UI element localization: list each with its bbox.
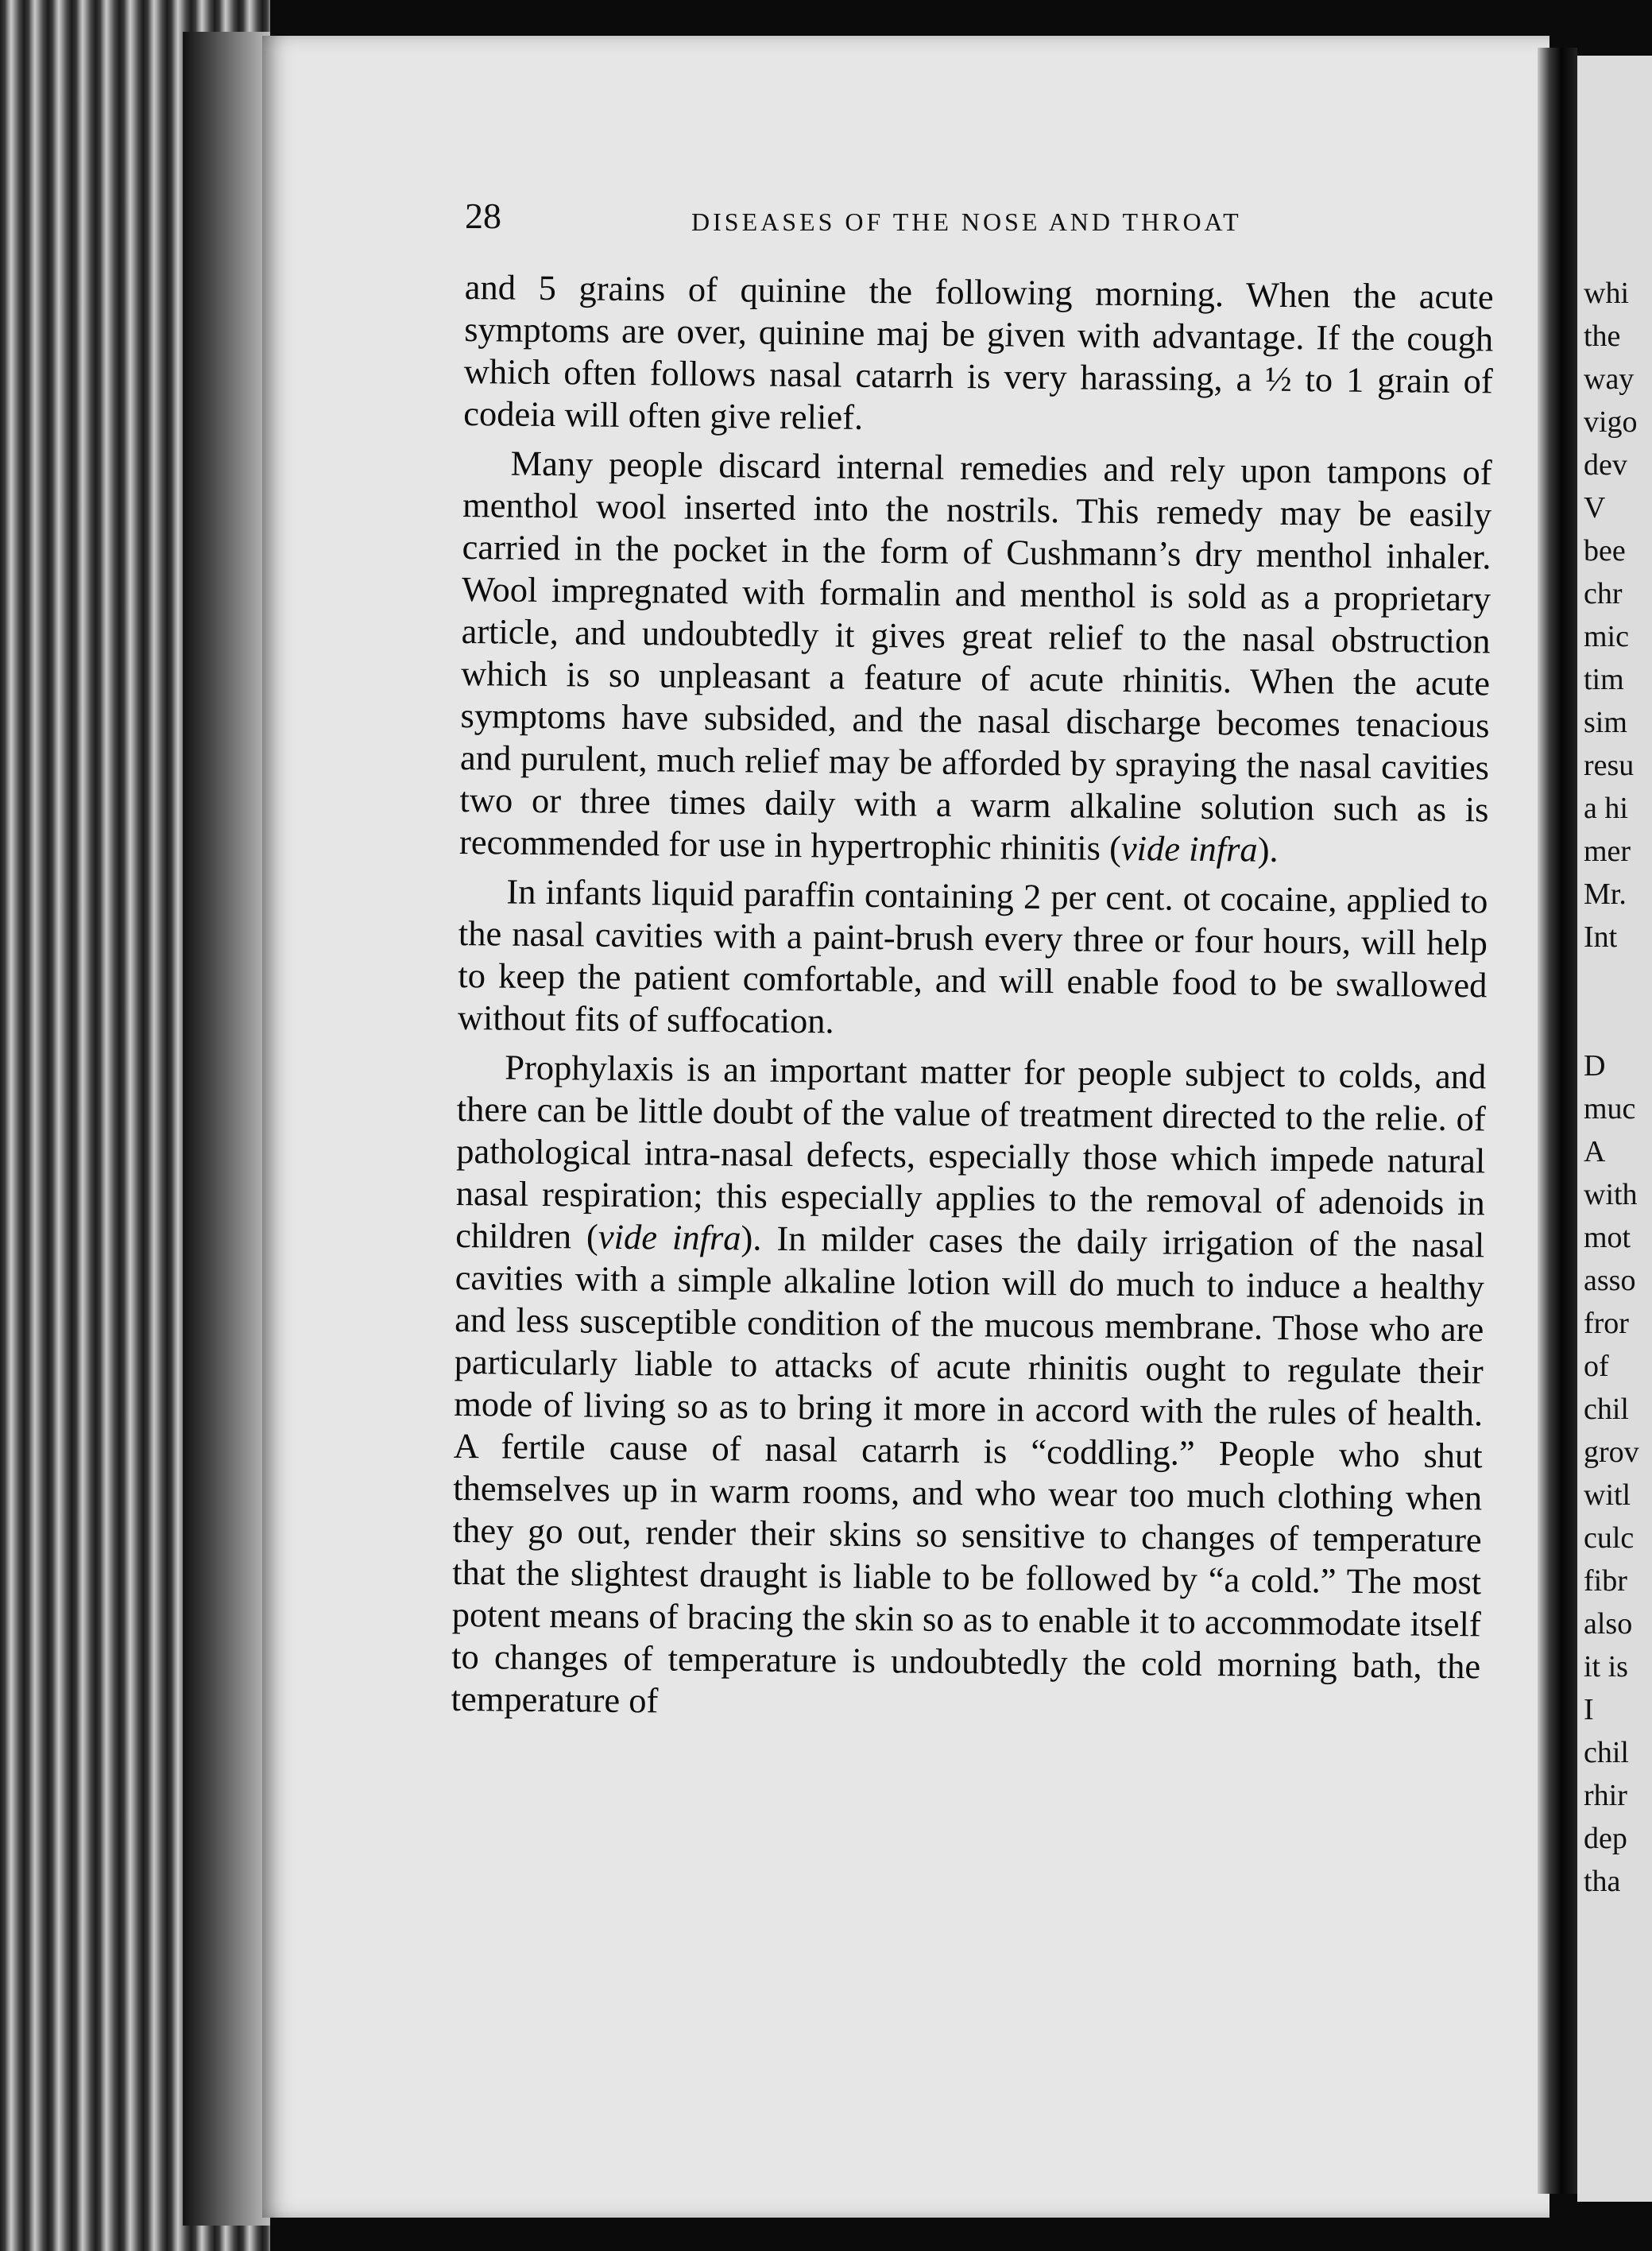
adjacent-page-line: D	[1584, 1049, 1606, 1083]
paragraph-3	[458, 870, 1488, 1048]
adjacent-page-line: dev	[1584, 448, 1627, 482]
paragraph-2	[459, 442, 1492, 873]
adjacent-page-line: mic	[1584, 620, 1629, 653]
running-title: DISEASES OF THE NOSE AND THROAT	[691, 207, 1242, 236]
adjacent-page-line: chil	[1584, 1393, 1629, 1426]
paragraph-1-text: and 5 grains of quinine the following morning. When the acute symptoms are over, quinine maj be given with advantage. If the cough which often follows nasal catarrh is very harassing, a ½ to 1 grain of codeia will often give relief.	[462, 266, 1494, 437]
paragraph-4-text-end: ). In milder cases the daily irrigation of the nasal cavities with a simple alkaline lotion will do much to induce a healthy and less susceptible condition of the mucous membrane. Those who are particularly liable to attacks of acute rhinitis ought to regulate their mode of living so as to bring it more in accord with the rules of health. A fertile cause of nasal catarrh is “coddling.” People who shut themselves up in warm rooms, and who wear too much clothing when they go out, render their skins so sensitive to changes of temperature that the slightest draught is liable to be followed by “a cold.” The most potent means of bracing the skin so as to enable it to accommodate itself to changes of temperature is undoubtedly the cold morning bath, the temperature of	[451, 1218, 1485, 1721]
paragraph-4-text: Prophylaxis is an important matter for people subject to colds, and there can be little doubt of the value of treatment directed to the relie. of pathological intra-nasal defects, especially those which impede natural nasal respiration; this especially applies to the removal of adenoids in children (	[455, 1047, 1487, 1257]
adjacent-page-line: witl	[1584, 1478, 1631, 1512]
adjacent-page-line: of	[1584, 1350, 1609, 1383]
paragraph-3-text: In infants liquid paraffin containing 2 per cent. ot cocaine, applied to the nasal cavities with a paint-brush every three or four hours, will help to keep the patient comfortable, and will enable food to be swallowed without fits of suffocation.	[457, 871, 1488, 1041]
paragraph-2-text-end: ).	[1257, 829, 1279, 870]
page-gutter	[1538, 48, 1577, 2194]
adjacent-page-line: also	[1584, 1607, 1633, 1641]
adjacent-page-line: with	[1584, 1178, 1638, 1211]
book-edge-shadow	[183, 32, 270, 2226]
adjacent-page-line: bee	[1584, 534, 1626, 568]
adjacent-page-line: tim	[1584, 663, 1624, 696]
adjacent-page-line: Int	[1584, 920, 1618, 954]
adjacent-page-line: tha	[1584, 1865, 1621, 1898]
adjacent-page-line: mer	[1584, 835, 1631, 868]
page-number: 28	[465, 196, 501, 236]
adjacent-page-line: vigo	[1584, 405, 1638, 439]
adjacent-page	[1577, 56, 1652, 2202]
adjacent-page-line: it is	[1584, 1650, 1628, 1683]
adjacent-page-line: I	[1584, 1693, 1594, 1726]
adjacent-page-line: A	[1584, 1135, 1606, 1168]
adjacent-page-line: grov	[1584, 1435, 1639, 1469]
adjacent-page-line: resu	[1584, 749, 1635, 782]
adjacent-page-line: chr	[1584, 577, 1623, 610]
adjacent-page-line: dep	[1584, 1822, 1627, 1855]
adjacent-page-line: fror	[1584, 1307, 1629, 1340]
adjacent-page-line: the	[1584, 320, 1621, 353]
paragraph-4-italic: vide infra	[598, 1216, 741, 1258]
adjacent-page-line: muc	[1584, 1092, 1636, 1126]
adjacent-page-line: whi	[1584, 277, 1629, 310]
adjacent-page-line: Mr.	[1584, 878, 1627, 911]
paragraph-4	[451, 1046, 1486, 1730]
adjacent-page-line: asso	[1584, 1264, 1636, 1297]
adjacent-page-line: V	[1584, 491, 1606, 525]
body-text	[451, 266, 1494, 1737]
paragraph-2-italic: vide infra	[1120, 827, 1258, 870]
adjacent-page-line: mot	[1584, 1221, 1631, 1254]
adjacent-page-line: fibr	[1584, 1564, 1627, 1598]
adjacent-page-line: chil	[1584, 1736, 1629, 1769]
adjacent-page-line: way	[1584, 362, 1635, 396]
adjacent-page-line: sim	[1584, 706, 1627, 739]
running-head	[465, 195, 1339, 242]
adjacent-page-line: rhir	[1584, 1779, 1627, 1812]
adjacent-page-line: a hi	[1584, 792, 1628, 825]
adjacent-page-line: culc	[1584, 1521, 1635, 1555]
paragraph-1	[463, 266, 1494, 444]
paragraph-2-text: Many people discard internal remedies and rely upon tampons of menthol wool inserted into the nostrils. This remedy may be easily carried in the pocket in the form of Cushmann’s dry menthol inhaler. Wool impregnated with formalin and menthol is sold as a proprietary article, and undoubtedly it gives great relief to the nasal obstruction which is so unpleasant a feature of acute rhinitis. When the acute symptoms have subsided, and the nasal discharge becomes tenacious and purulent, much relief may be afforded by spraying the nasal cavities two or three times daily with a warm alkaline solution such as is recommended for use in hypertrophic rhinitis (	[458, 443, 1492, 868]
